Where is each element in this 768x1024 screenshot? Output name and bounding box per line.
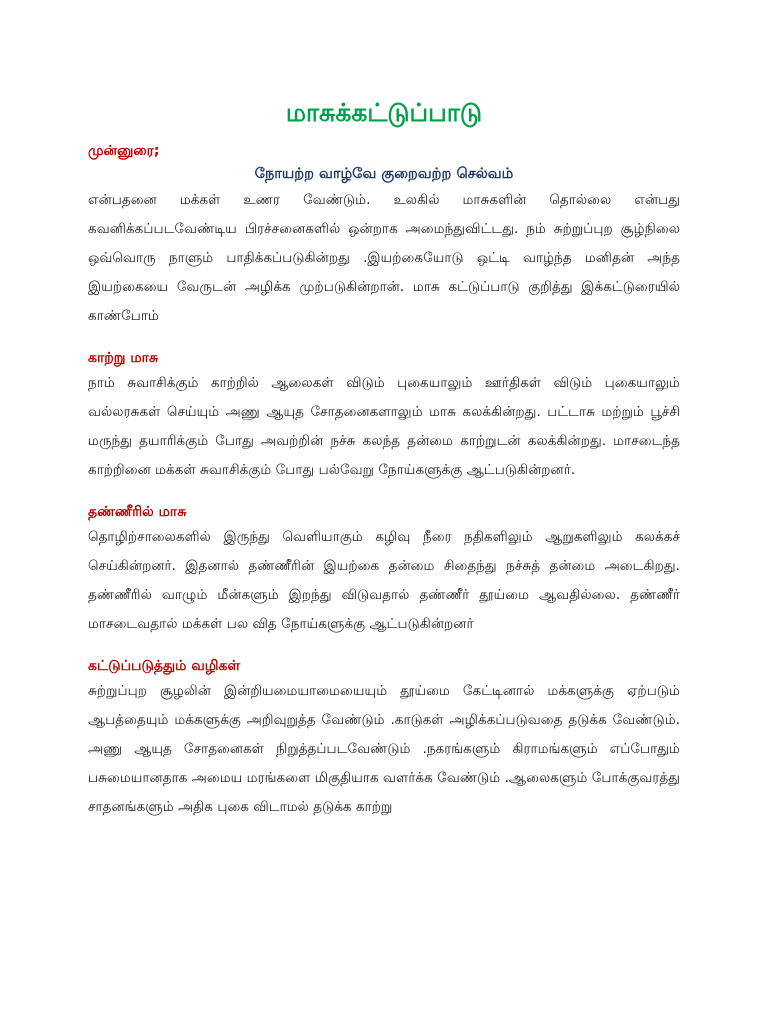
section-heading-water-pollution: தண்ணீரில் மாசு [88, 504, 187, 520]
intro-paragraph: என்பதனை மக்கள் உணர வேண்டும். உலகில் மாசுகளின் தொல்லை என்பது கவனிக்கப்படவேண்டிய பிரச்சனைகளில் ஒன்றாக அமைந்துவிட்டது. நம் சுற்றுப்புற சூழ்நிலை ஒவ்வொரு நாளும் பாதிக்கப்படுகின்றது .இயற்கையோடு ஒட்டி வாழ்ந்த மனிதன் அந்த இயற்கையை வேருடன் அழிக்க முற்படுகின்றான். மாசு கட்டுப்பாடு குறித்து இக்கட்டுரையில் காண்போம் [88, 192, 680, 324]
section-heading-air-pollution: காற்று மாசு [88, 350, 159, 366]
section-paragraph-air-pollution: நாம் சுவாசிக்கும் காற்றில் ஆலைகள் விடும் புகையாலும் ஊர்திகள் விடும் புகையாலும் வல்லரசுகள் செய்யும் அணு ஆயுத சோதனைகளாலும் மாசு கலக்கின்றது. பட்டாசு மற்றும் பூச்சி மருந்து தயாரிக்கும் போது அவற்றின் நச்சு கலந்த தன்மை காற்றுடன் கலக்கின்றது. மாசடைந்த காற்றினை மக்கள் சுவாசிக்கும் போது பல்வேறு நோய்களுக்கு ஆட்படுகின்றனர். [88, 375, 680, 478]
document-page [88, 96, 680, 822]
section-paragraph-control-methods: சுற்றுப்புற சூழலின் இன்றியமையாமையையும் தூய்மை கேட்டினால் மக்களுக்கு ஏற்படும் ஆபத்தையும் மக்களுக்கு அறிவுறுத்த வேண்டும் .காடுகள் அழிக்கப்படுவதை தடுக்க வேண்டும். அணு ஆயுத சோதனைகள் நிறுத்தப்படவேண்டும் .நகரங்களும் கிராமங்களும் எப்போதும் பசுமையானதாக அமைய மரங்களை மிகுதியாக வளர்க்க வேண்டும் .ஆலைகளும் போக்குவரத்து சாதனங்களும் அதிக புகை விடாமல் தடுக்க காற்று [88, 683, 680, 815]
intro-subtitle: நோயற்ற வாழ்வே குறைவற்ற செல்வம் [254, 166, 514, 182]
section-heading-control-methods: கட்டுப்படுத்தும் வழிகள் [88, 658, 241, 674]
document-title: மாசுக்கட்டுப்பாடு [285, 98, 483, 127]
intro-heading: முன்னுரை; [88, 143, 160, 159]
section-paragraph-water-pollution: தொழிற்சாலைகளில் இருந்து வெளியாகும் கழிவு நீரை நதிகளிலும் ஆறுகளிலும் கலக்கச் செய்கின்றனர். இதனால் தண்ணீரின் இயற்கை தன்மை சிதைந்து நச்சுத் தன்மை அடைகிறது. தண்ணீரில் வாழும் மீன்களும் இறந்து விடுவதால் தண்ணீர் தூய்மை ஆவதில்லை. தண்ணீர் மாசடைவதால் மக்கள் பல வித நோய்களுக்கு ஆட்படுகின்றனர் [88, 529, 680, 632]
